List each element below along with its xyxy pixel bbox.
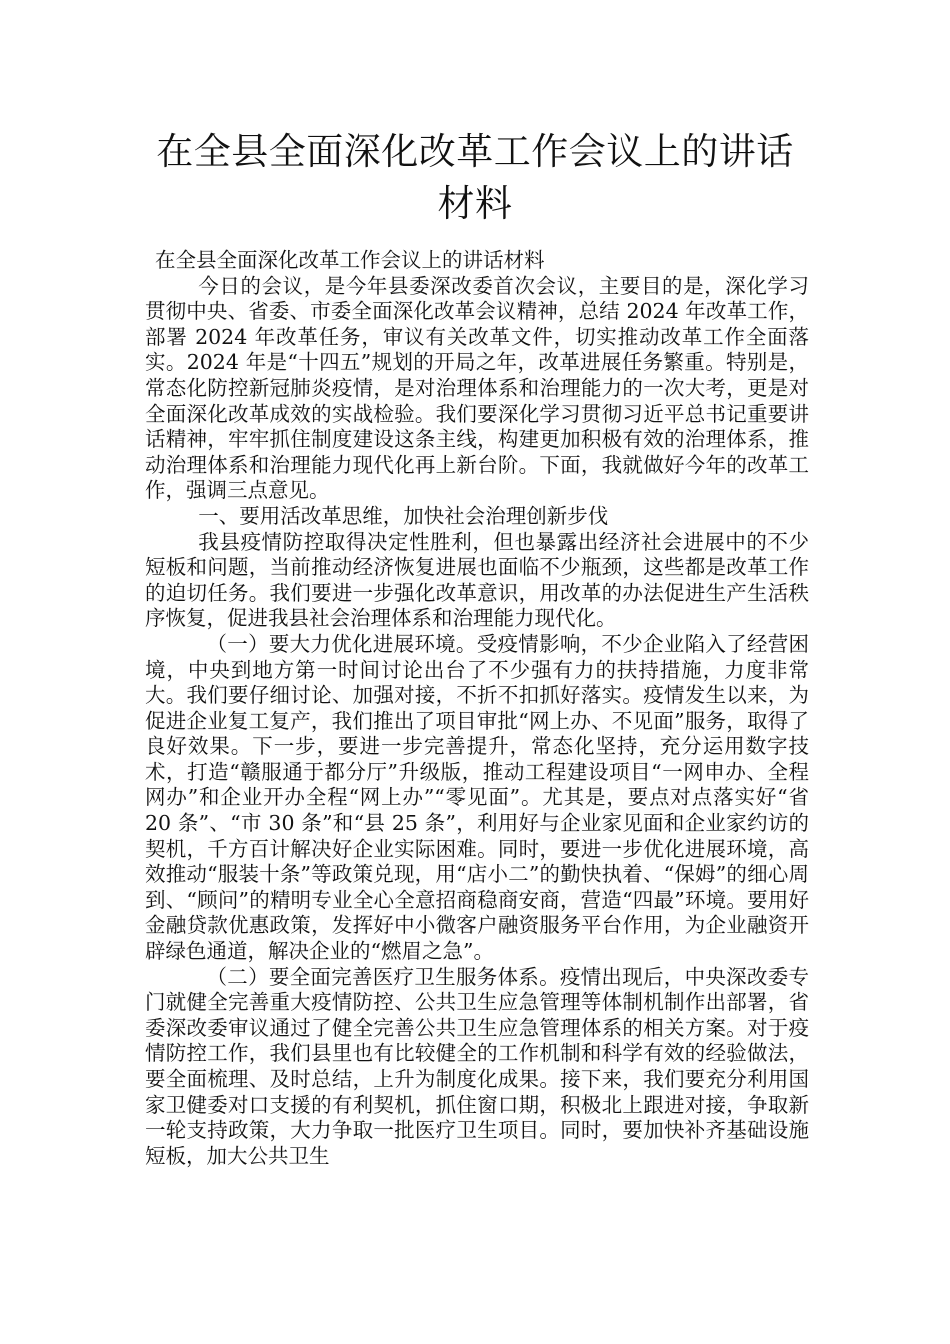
document-title: 在全县全面深化改革工作会议上的讲话材料	[156, 130, 794, 225]
paragraph-subsection-one: （一）要大力优化进展环境。受疫情影响，不少企业陷入了经营困境，中央到地方第一时间讨论出台了不少强有力的扶持措施，力度非常大。我们要仔细讨论、加强对接，不折不扣抓好落实。疫情发生以来，为促进企业复工复产，我们推出了项目审批“网上办、不见面”服务，取得了良好效果。下一步，要进一步完善提升，常态化坚持，充分运用数字技术，打造“赣服通于都分厅”升级版，推动工程建设项目“一网申办、全程网办”和企业开办全程“网上办”“零见面”。尤其是，要点对点落实好“省 20 条”、“市 30 条”和“县 25 条”，利用好与企业家见面和企业家约访的契机，千方百计解决好企业实际困难。同时，要进一步优化进展环境，高效推动“服装十条”等政策兑现，用“店小二”的勤快执着、“保姆”的细心周到、“顾问”的精明专业全心全意招商稳商安商，营造“四最”环境。要用好金融贷款优惠政策，发挥好中小微客户融资服务平台作用，为企业融资开辟绿色通道，解决企业的“燃眉之急”。	[145, 631, 809, 964]
paragraph-subsection-two: （二）要全面完善医疗卫生服务体系。疫情出现后，中央深改委专门就健全完善重大疫情防控、公共卫生应急管理等体制机制作出部署，省委深改委审议通过了健全完善公共卫生应急管理体系的相关方案。对于疫情防控工作，我们县里也有比较健全的工作机制和科学有效的经验做法，要全面梳理、及时总结，上升为制度化成果。接下来，我们要充分利用国家卫健委对口支援的有利契机，抓住窗口期，积极北上跟进对接，争取新一轮支持政策，大力争取一批医疗卫生项目。同时，要加快补齐基础设施短板，加大公共卫生	[145, 964, 809, 1168]
section-heading-one: 一、要用活改革思维，加快社会治理创新步伐	[198, 503, 609, 528]
document-subtitle: 在全县全面深化改革工作会议上的讲话材料	[155, 248, 545, 272]
document-body	[145, 248, 809, 1169]
paragraph-intro: 今日的会议，是今年县委深改委首次会议，主要目的是，深化学习贯彻中央、省委、市委全面深化改革会议精神，总结 2024 年改革工作，部署 2024 年改革任务，审议有关改革文件，切实推动改革工作全面落实。2024 年是“十四五”规划的开局之年，改革进展任务繁重。特别是，常态化防控新冠肺炎疫情，是对治理体系和治理能力的一次大考，更是对全面深化改革成效的实战检验。我们要深化学习贯彻习近平总书记重要讲话精神，牢牢抓住制度建设这条主线，构建更加积极有效的治理体系，推动治理体系和治理能力现代化再上新台阶。下面，我就做好今年的改革工作，强调三点意见。	[145, 273, 809, 503]
paragraph-section-one: 我县疫情防控取得决定性胜利，但也暴露出经济社会进展中的不少短板和问题，当前推动经济恢复进展也面临不少瓶颈，这些都是改革工作的迫切任务。我们要进一步强化改革意识，用改革的办法促进生产生活秩序恢复，促进我县社会治理体系和治理能力现代化。	[145, 529, 809, 631]
